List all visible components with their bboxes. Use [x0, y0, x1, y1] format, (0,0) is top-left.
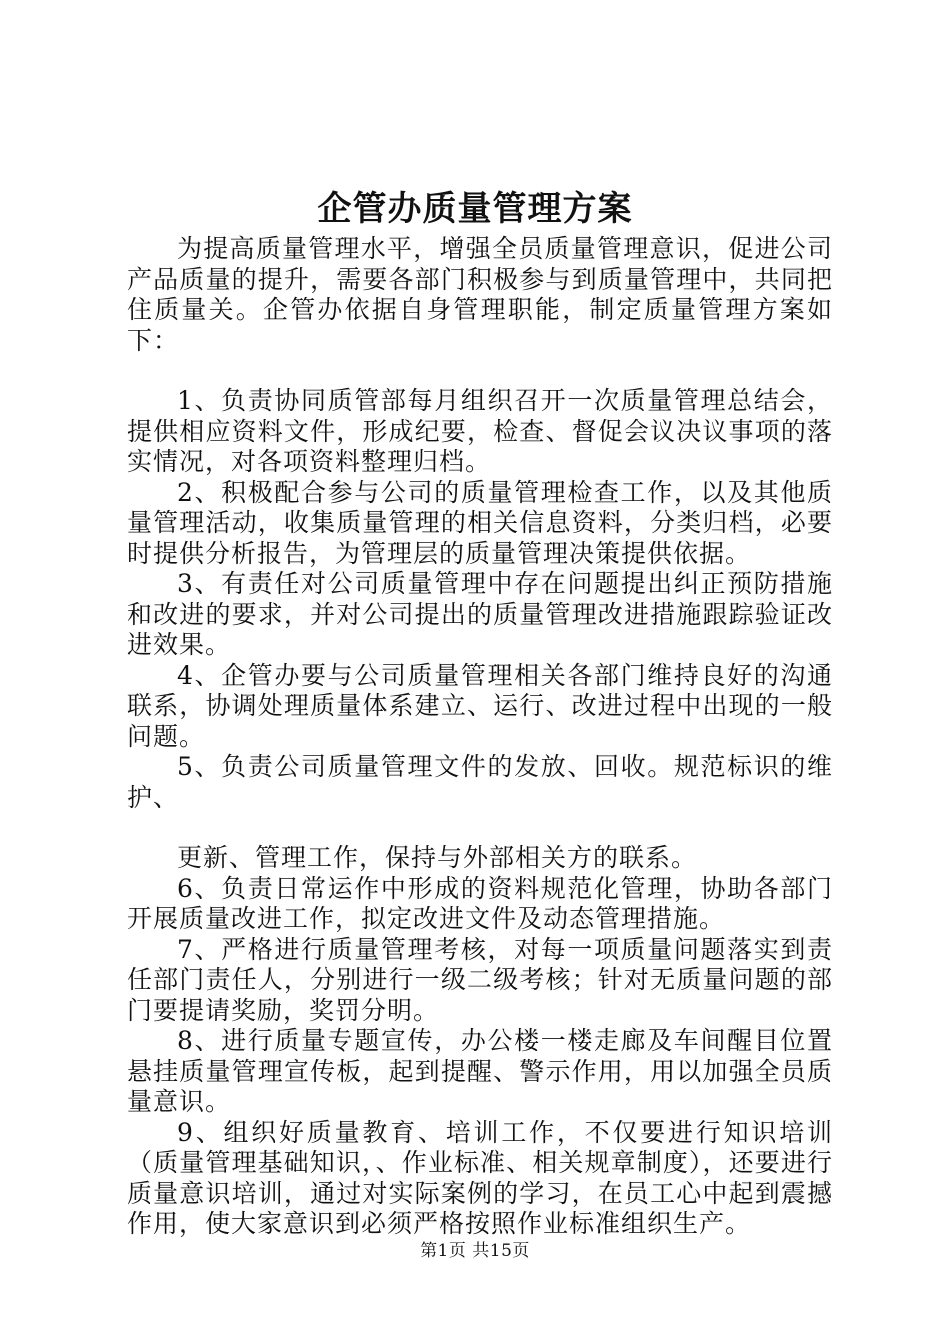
intro-paragraph: 为提高质量管理水平，增强全员质量管理意识，促进公司产品质量的提升，需要各部门积极参与到质量管理中，共同把住质量关。企管办依据自身管理职能，制定质量管理方案如下： [127, 234, 833, 355]
item-paragraph-5: 5、负责公司质量管理文件的发放、回收。规范标识的维护、 [127, 752, 833, 812]
document-body [127, 234, 833, 1240]
item-paragraph-4: 4、企管办要与公司质量管理相关各部门维持良好的沟通联系，协调处理质量体系建立、运行、改进过程中出现的一般问题。 [127, 660, 833, 751]
item-paragraph-2: 2、积极配合参与公司的质量管理检查工作，以及其他质量管理活动，收集质量管理的相关信息资料，分类归档，必要时提供分析报告，为管理层的质量管理决策提供依据。 [127, 477, 833, 568]
item-paragraph-5-continued: 更新、管理工作，保持与外部相关方的联系。 [177, 843, 698, 872]
item-paragraph-3: 3、有责任对公司质量管理中存在问题提出纠正预防措施和改进的要求，并对公司提出的质量管理改进措施跟踪验证改进效果。 [127, 569, 833, 659]
item-paragraph-6: 6、负责日常运作中形成的资料规范化管理，协助各部门开展质量改进工作，拟定改进文件及动态管理措施。 [127, 873, 833, 933]
page-number-footer: 第1页 共15页 [420, 1241, 530, 1261]
item-paragraph-9: 9、组织好质量教育、培训工作，不仅要进行知识培训（质量管理基础知识，、作业标准、相关规章制度），还要进行质量意识培训，通过对实际案例的学习，在员工心中起到震撼作用，使大家意识到必须严格按照作业标准组织生产。 [127, 1117, 833, 1238]
item-paragraph-1: 1、负责协同质管部每月组织召开一次质量管理总结会，提供相应资料文件，形成纪要，检查、督促会议决议事项的落实情况，对各项资料整理归档。 [127, 386, 833, 476]
item-paragraph-8: 8、进行质量专题宣传，办公楼一楼走廊及车间醒目位置悬挂质量管理宣传板，起到提醒、警示作用，用以加强全员质量意识。 [127, 1026, 833, 1116]
document-title: 企管办质量管理方案 [317, 189, 633, 229]
item-paragraph-7: 7、严格进行质量管理考核，对每一项质量问题落实到责任部门责任人，分别进行一级二级考核；针对无质量问题的部门要提请奖励，奖罚分明。 [127, 934, 833, 1025]
